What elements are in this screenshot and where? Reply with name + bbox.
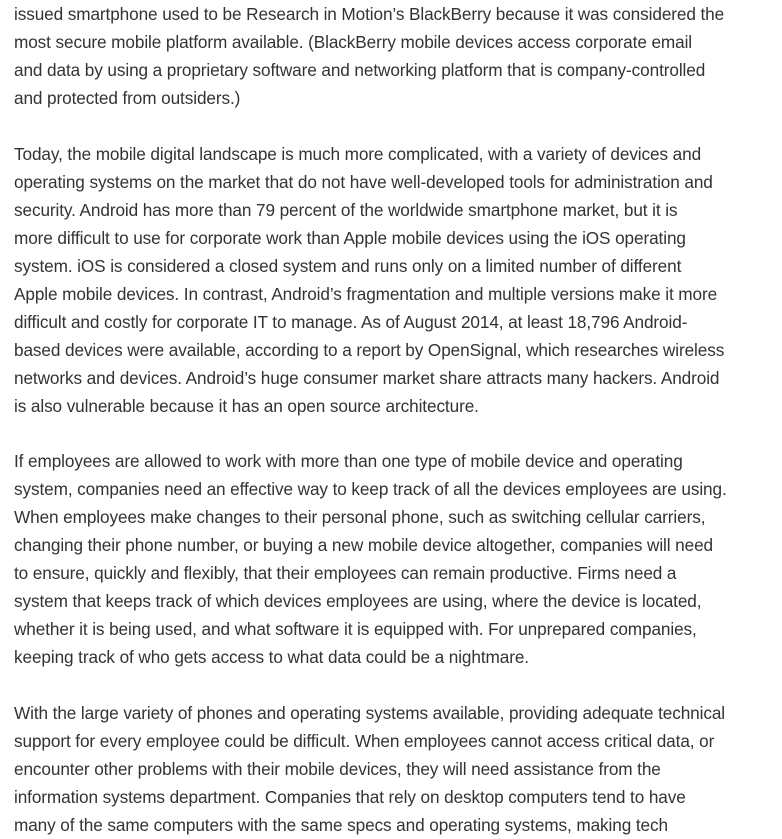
- paragraph-tech-support: [14, 699, 780, 839]
- article-body: [14, 0, 780, 839]
- text-line: difficult and costly for corporate IT to manage. As of August 2014, at least 18,796 Android-: [14, 311, 688, 332]
- text-line: With the large variety of phones and operating systems available, providing adequate technical: [14, 702, 725, 723]
- paragraph-mobile-landscape: [14, 140, 780, 420]
- text-line: system, companies need an effective way to keep track of all the devices employees are using.: [14, 479, 727, 499]
- text-line: security. Android has more than 79 percent of the worldwide smartphone market, but it is: [14, 199, 678, 220]
- text-line: keeping track of who gets access to what data could be a nightmare.: [14, 647, 529, 667]
- paragraph-spacer: [14, 112, 780, 140]
- text-line: and data by using a proprietary software and networking platform that is company-controlled: [14, 60, 706, 80]
- text-line: most secure mobile platform available. (BlackBerry mobile devices access corporate email: [14, 32, 693, 52]
- text-line: networks and devices. Android’s huge consumer market share attracts many hackers. Android: [14, 367, 720, 388]
- text-line: Apple mobile devices. In contrast, Android’s fragmentation and multiple versions make it more: [14, 283, 718, 304]
- text-line: and protected from outsiders.): [14, 88, 241, 108]
- text-line: based devices were available, according to a report by OpenSignal, which researches wireless: [14, 339, 725, 360]
- text-line: If employees are allowed to work with more than one type of mobile device and operating: [14, 451, 683, 471]
- text-line: When employees make changes to their personal phone, such as switching cellular carriers,: [14, 507, 706, 527]
- text-line: information systems department. Companies that rely on desktop computers tend to have: [14, 786, 686, 807]
- paragraph-device-tracking: [14, 447, 780, 671]
- text-line: is also vulnerable because it has an open source architecture.: [14, 395, 479, 416]
- text-line: system. iOS is considered a closed system and runs only on a limited number of different: [14, 255, 682, 276]
- paragraph-blackberry: [14, 0, 780, 112]
- text-line: system that keeps track of which devices employees are using, where the device is located,: [14, 591, 702, 611]
- text-line: more difficult to use for corporate work than Apple mobile devices using the iOS operating: [14, 227, 686, 248]
- text-line: operating systems on the market that do not have well-developed tools for administration and: [14, 171, 713, 192]
- text-line: changing their phone number, or buying a new mobile device altogether, companies will need: [14, 535, 714, 555]
- paragraph-spacer: [14, 671, 780, 699]
- text-line: issued smartphone used to be Research in Motion’s BlackBerry because it was considered the: [14, 4, 725, 24]
- text-line: many of the same computers with the same specs and operating systems, making tech: [14, 814, 668, 835]
- text-line: support for every employee could be difficult. When employees cannot access critical data, or: [14, 730, 715, 751]
- text-line: Today, the mobile digital landscape is much more complicated, with a variety of devices and: [14, 143, 702, 164]
- text-line: encounter other problems with their mobile devices, they will need assistance from the: [14, 758, 661, 779]
- paragraph-spacer: [14, 420, 780, 448]
- text-line: to ensure, quickly and flexibly, that their employees can remain productive. Firms need a: [14, 563, 677, 583]
- text-line: whether it is being used, and what software it is equipped with. For unprepared companies,: [14, 619, 697, 639]
